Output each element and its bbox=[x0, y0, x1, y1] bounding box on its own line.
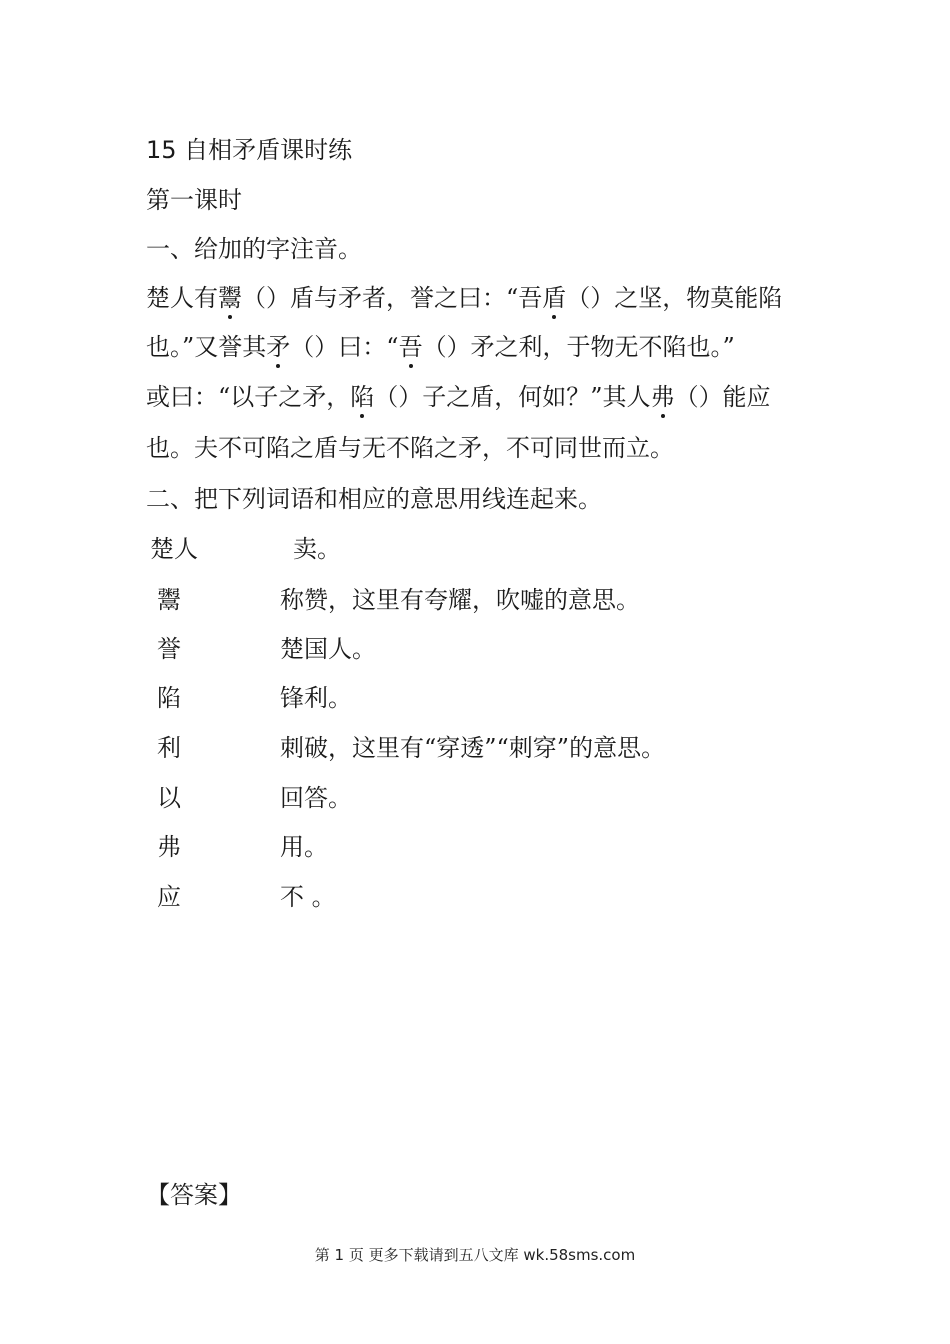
answer-heading: 【答案】 bbox=[146, 1181, 242, 1209]
dotted-char: 弗 bbox=[650, 383, 675, 411]
page-footer: 第 1 页 更多下载请到五八文库 wk.58sms.com bbox=[314, 1246, 636, 1264]
meaning-item: 用。 bbox=[280, 833, 328, 861]
bracket-open: （ bbox=[290, 333, 315, 361]
passage-line-3 bbox=[146, 382, 771, 412]
meaning-item: 卖。 bbox=[293, 535, 341, 563]
passage-line-2 bbox=[146, 332, 735, 362]
bracket-open: （ bbox=[674, 383, 699, 411]
passage-line-4: 也。夫不可陷之盾与无不陷之矛，不可同世而立。 bbox=[146, 434, 674, 462]
term-item: 利 bbox=[157, 734, 181, 762]
dotted-char: 鬻 bbox=[218, 284, 242, 312]
bracket-open: （ bbox=[566, 284, 591, 312]
term-item: 誉 bbox=[157, 635, 181, 663]
term-item: 弗 bbox=[157, 833, 181, 861]
meaning-item: 不 。 bbox=[280, 883, 336, 911]
meaning-item: 回答。 bbox=[280, 784, 352, 812]
meaning-item: 称赞，这里有夸耀，吹嘘的意思。 bbox=[280, 586, 640, 614]
term-item: 鬻 bbox=[157, 586, 181, 614]
passage-text: 楚人有 bbox=[146, 284, 218, 312]
term-item: 以 bbox=[157, 784, 181, 812]
meaning-item: 楚国人。 bbox=[280, 635, 376, 663]
passage-text: ）能应 bbox=[698, 383, 771, 411]
section1-heading: 一、给加的字注音。 bbox=[146, 235, 362, 263]
passage-text: 或曰：“以子之矛， bbox=[146, 383, 351, 411]
bracket-open: （ bbox=[374, 383, 399, 411]
passage-text: ）之坚，物莫能陷 bbox=[590, 284, 783, 312]
passage-text: ）曰：“ bbox=[314, 333, 399, 361]
dotted-char: 盾 bbox=[542, 284, 567, 312]
meaning-item: 刺破，这里有“穿透”“刺穿”的意思。 bbox=[280, 734, 666, 762]
dotted-char: 吾 bbox=[398, 333, 423, 361]
dotted-char: 矛 bbox=[266, 333, 291, 361]
passage-text: ）矛之利，于物无不陷也。” bbox=[446, 333, 735, 361]
passage-text: ）盾与矛者，誉之曰：“吾 bbox=[266, 284, 543, 312]
meaning-item: 锋利。 bbox=[280, 684, 352, 712]
document-title: 15 自相矛盾课时练 bbox=[146, 136, 353, 164]
passage-line-1 bbox=[146, 283, 782, 313]
lesson-label: 第一课时 bbox=[146, 186, 242, 214]
term-item: 陷 bbox=[157, 684, 181, 712]
passage-text: 也。”又誉其 bbox=[146, 333, 267, 361]
term-item: 应 bbox=[157, 883, 181, 911]
term-item: 楚人 bbox=[150, 535, 198, 563]
passage-text: ）子之盾，何如？”其人 bbox=[398, 383, 651, 411]
section2-heading: 二、把下列词语和相应的意思用线连起来。 bbox=[146, 485, 602, 513]
bracket-open: （ bbox=[242, 284, 266, 312]
dotted-char: 陷 bbox=[350, 383, 375, 411]
bracket-open: （ bbox=[422, 333, 447, 361]
